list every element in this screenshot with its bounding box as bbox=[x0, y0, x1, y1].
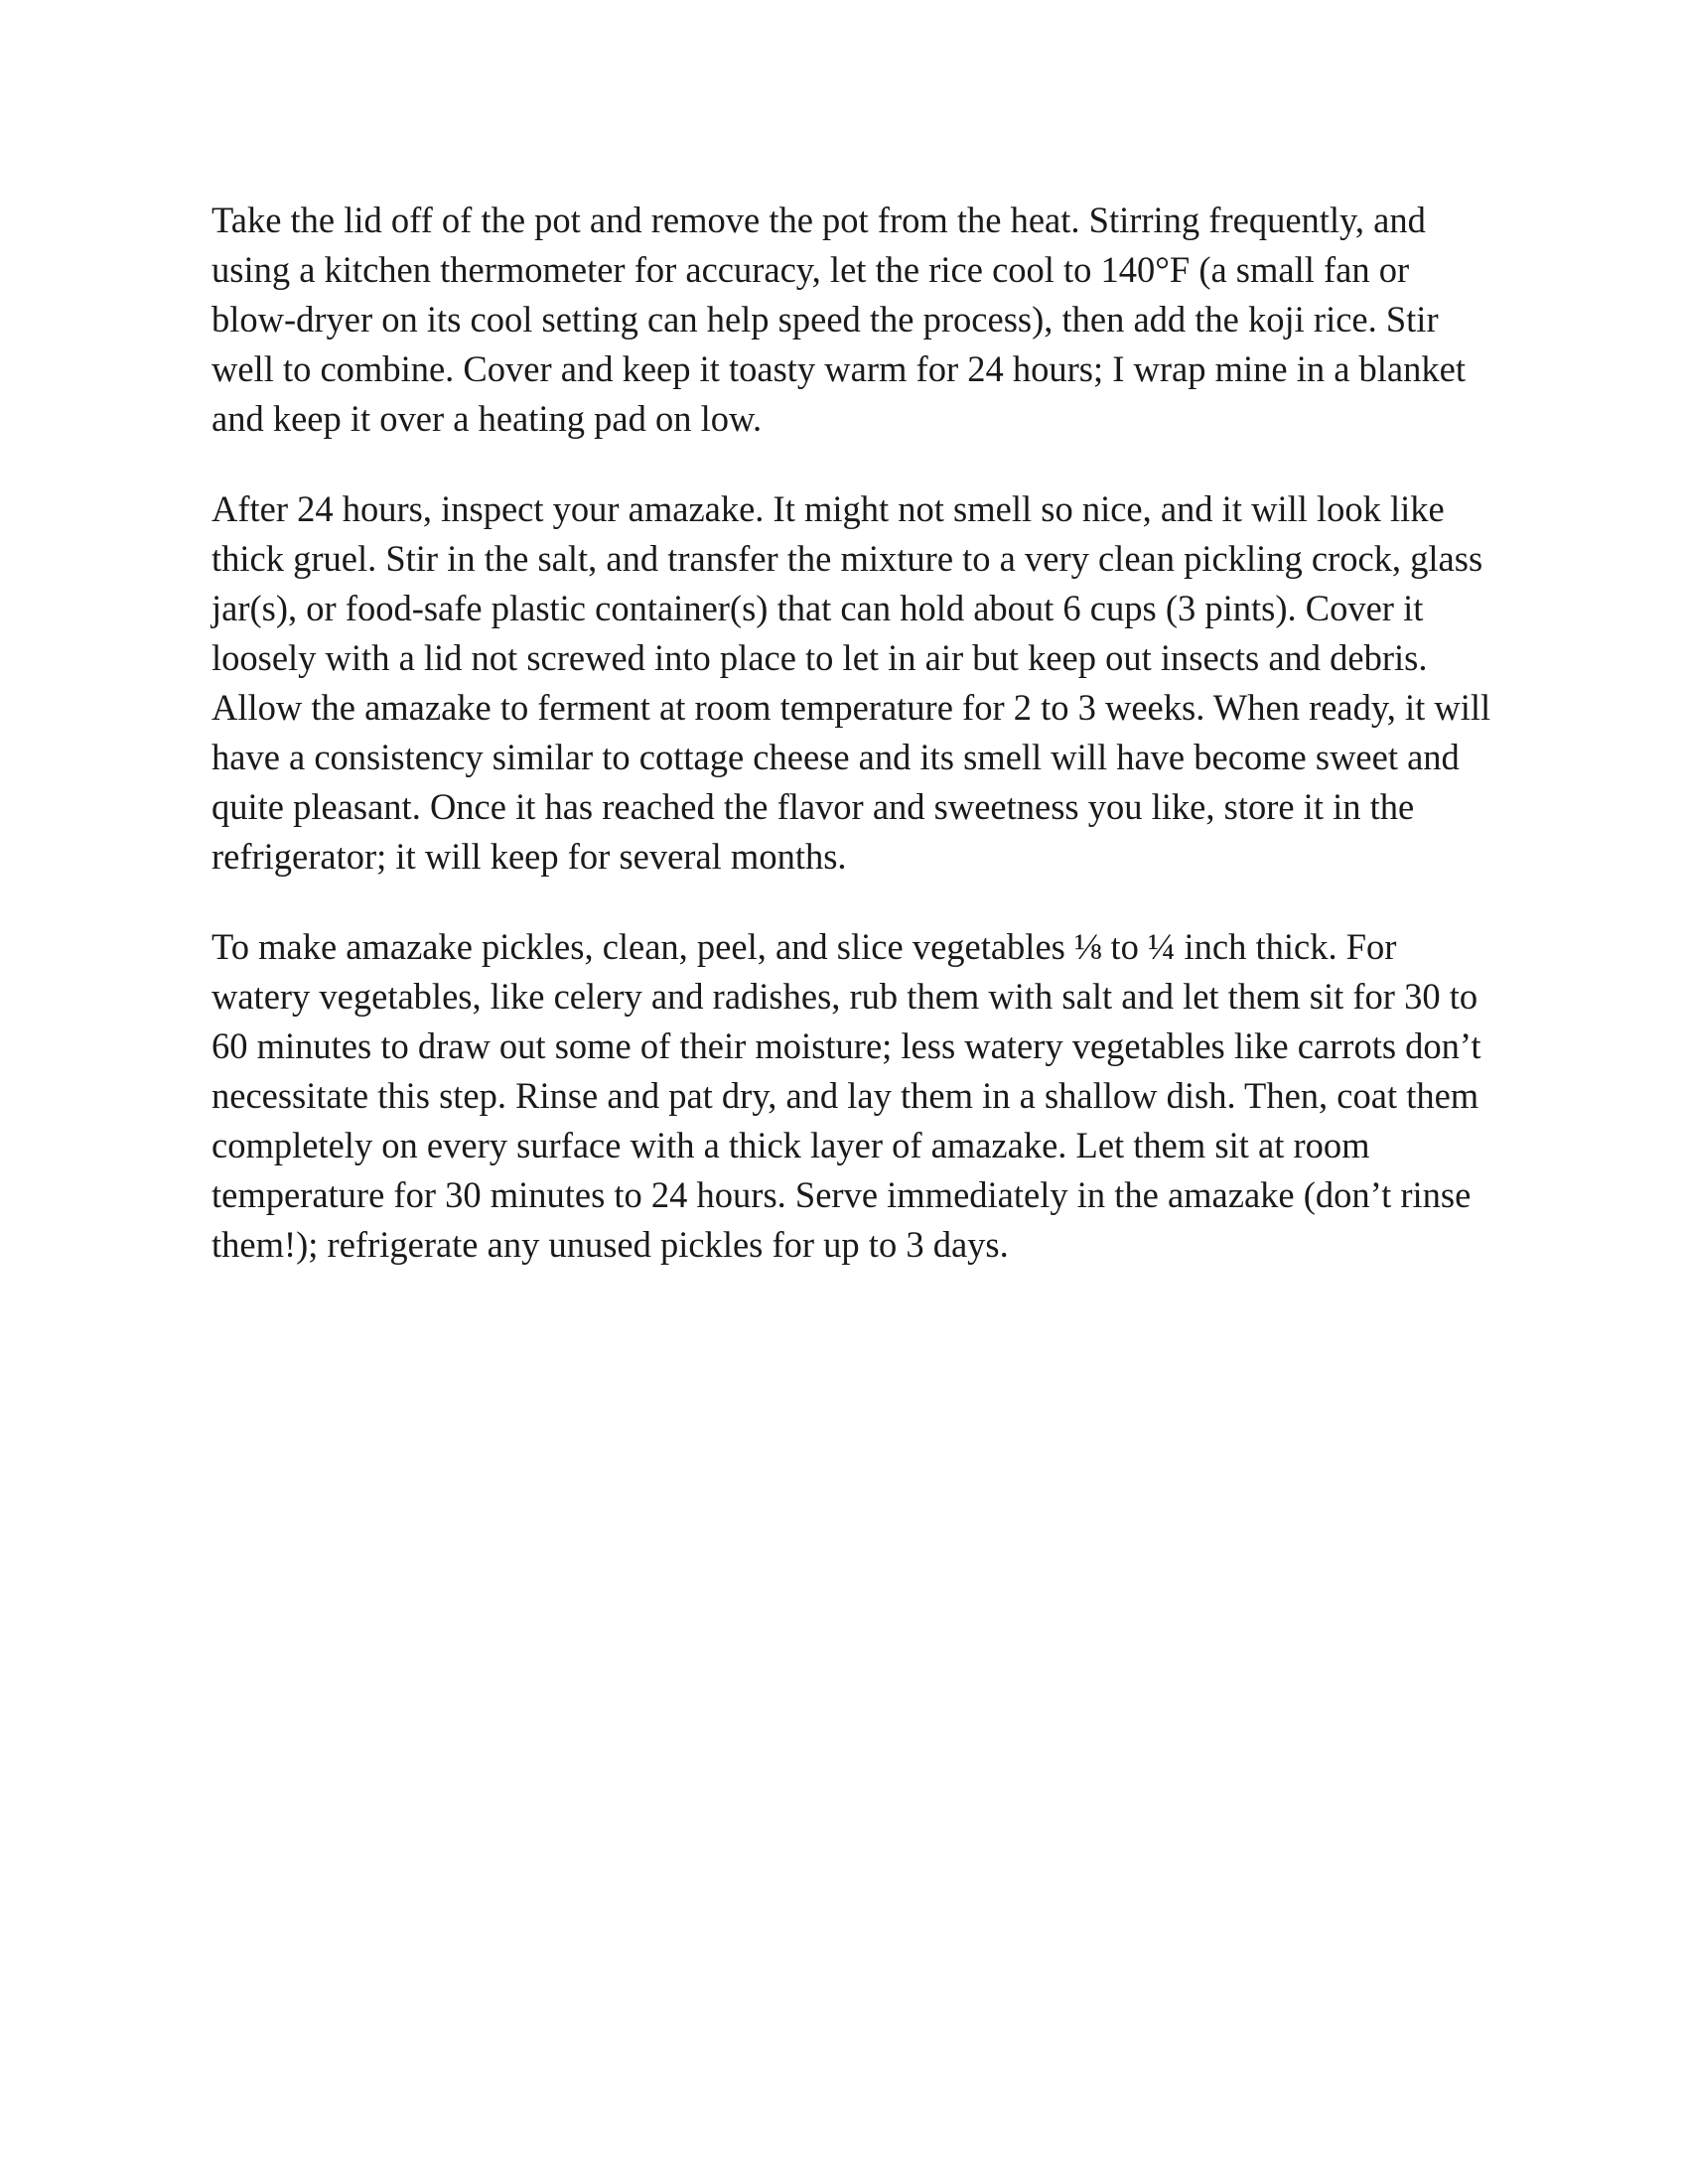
paragraph-cooling-rice: Take the lid off of the pot and remove the pot from the heat. Stirring frequently, and using a kitchen thermometer for accuracy, let the rice cool to 140°F (a small fan or blow-dryer on its cool setting can help speed the process), then add the koji rice. Stir well to combine. Cover and keep it toasty warm for 24 hours; I wrap mine in a blanket and keep it over a heating pad on low. bbox=[211, 200, 1466, 439]
body-text bbox=[211, 196, 1492, 1310]
paragraph-fermenting-amazake: After 24 hours, inspect your amazake. It might not smell so nice, and it will look like thick gruel. Stir in the salt, and transfer the mixture to a very clean pickling crock, glass jar(s), or food-safe plastic container(s) that can hold about 6 cups (3 pints). Cover it loosely with a lid not screwed into place to let in air but keep out insects and debris. Allow the amazake to ferment at room temperature for 2 to 3 weeks. When ready, it will have a consistency similar to cottage cheese and its smell will have become sweet and quite pleasant. Once it has reached the flavor and sweetness you like, store it in the refrigerator; it will keep for several months. bbox=[211, 488, 1491, 877]
paragraph-making-pickles: To make amazake pickles, clean, peel, and slice vegetables ⅛ to ¼ inch thick. For watery vegetables, like celery and radishes, rub them with salt and let them sit for 30 to 60 minutes to draw out some of their moisture; less watery vegetables like carrots don’t necessitate this step. Rinse and pat dry, and lay them in a shallow dish. Then, coat them completely on every surface with a thick layer of amazake. Let them sit at room temperature for 30 minutes to 24 hours. Serve immediately in the amazake (don’t rinse them!); refrigerate any unused pickles for up to 3 days. bbox=[211, 926, 1481, 1265]
